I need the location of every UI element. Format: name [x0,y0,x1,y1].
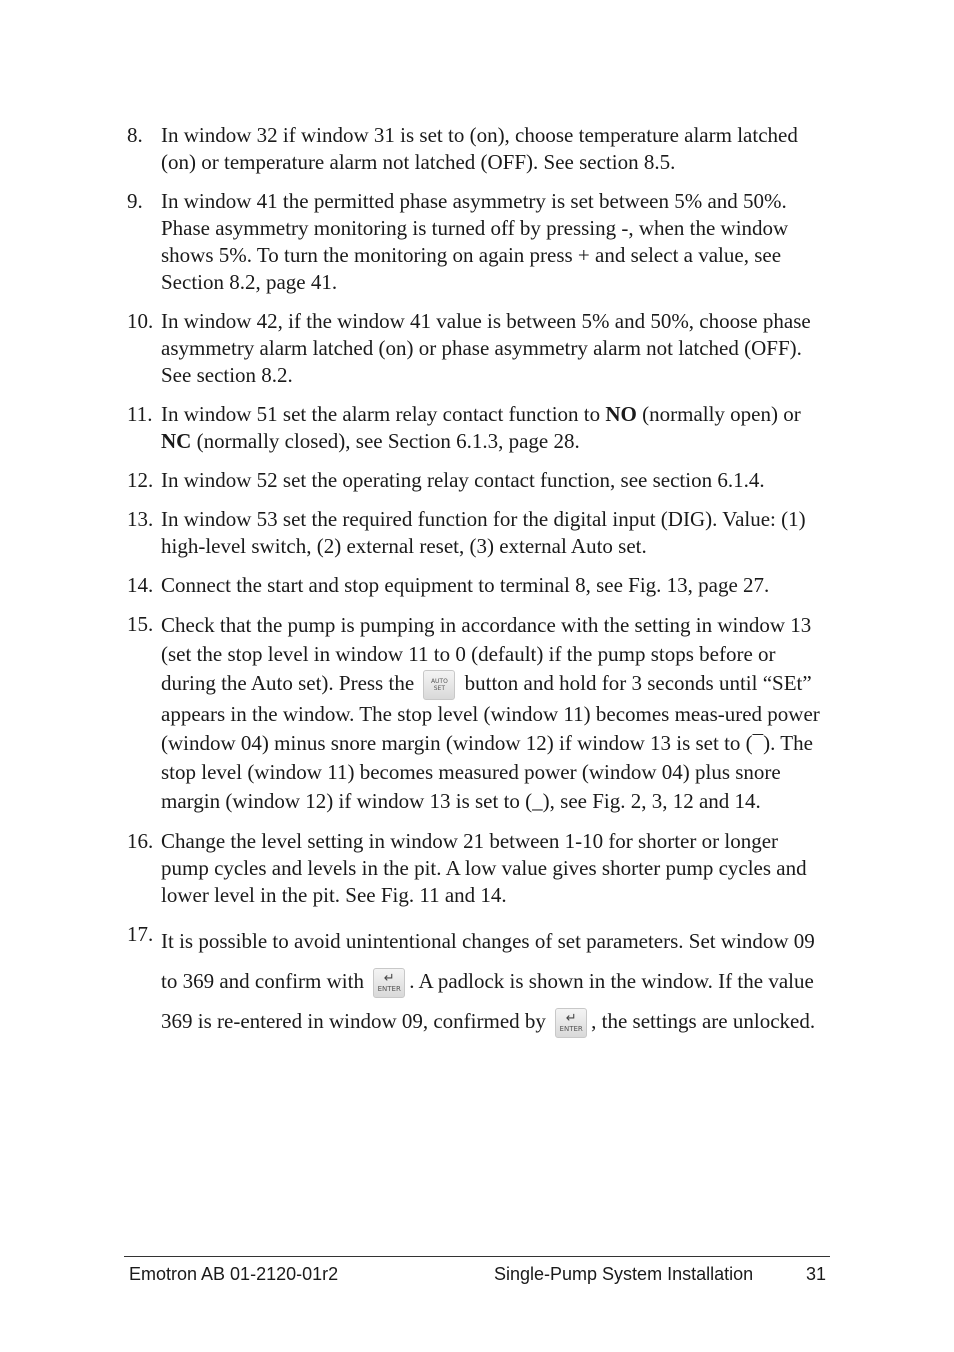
list-item [127,828,827,909]
list-item [127,401,827,455]
item-number: 16. [127,829,154,854]
text-run: (normally open) or [636,402,801,426]
text-run: , the settings are unlocked. [591,1009,816,1034]
list-item [127,572,827,599]
footer-document-id: Emotron AB 01-2120-01r2 [129,1264,339,1284]
auto-set-button-icon [423,670,455,700]
item-number: 10. [127,309,154,333]
nc-bold: NC [161,429,192,453]
auto-set-label-top: AUTO [430,678,448,686]
text-run: Check that the pump is pumping in accordance with the setting in window 13 (set the stop level in window 11 to 0 (default) if the pump stops before or during the Auto set). Press the [161,613,812,695]
item-number: 17. [127,922,154,947]
instruction-list [127,122,827,1053]
item-text: In window 42, if the window 41 value is between 5% and 50%, choose phase asymmetry alarm latched (on) or phase asymmetry alarm not latched (OFF). See section 8.2. [161,309,811,387]
item-text: In window 32 if window 31 is set to (on), choose temperature alarm latched (on) or temperature alarm not latched (OFF). See section 8.5. [161,123,798,174]
list-item [127,611,827,816]
enter-button-icon [373,968,405,998]
item-text [161,611,827,816]
list-item [127,122,827,176]
item-text: In window 41 the permitted phase asymmetry is set between 5% and 50%. Phase asymmetry monitoring is turned off by pressing -, when the window shows 5%. To turn the monitoring on again press + and select a value, see Section 8.2, page 41. [161,189,789,294]
item-number: 8. [127,123,143,147]
list-item [127,308,827,389]
list-item [127,188,827,296]
text-run: button and hold for 3 seconds until “SEt” appears in the window. The stop level (window 11) becomes meas-ured power (window 04) minus snore margin (window 12) if window 13 is set to (¯). The stop level (window 11) becomes measured power (window 04) plus snore margin (window 12) if window 13 is set to (_), see Fig. 2, 3, 12 and 14. [161,671,820,814]
enter-button-icon [555,1008,587,1038]
enter-label: ENTER [377,985,401,994]
auto-set-label-bottom: SET [433,685,446,693]
item-text: Change the level setting in window 21 between 1-10 for shorter or longer pump cycles and levels in the pit. A low value gives shorter pump cycles and lower level in the pit. See Fig. 11 and 14. [161,829,807,908]
no-bold: NO [605,402,637,426]
text-run: In window 51 set the alarm relay contact function to [161,402,606,426]
enter-arrow-icon: ↵ [565,1011,577,1027]
item-number: 9. [127,189,143,213]
item-text: In window 52 set the operating relay contact function, see section 6.1.4. [161,468,765,492]
footer-section-title: Single-Pump System Installation [494,1264,754,1284]
enter-label: ENTER [559,1025,583,1034]
enter-arrow-icon: ↵ [383,971,395,987]
item-number: 11. [127,402,153,426]
item-number: 12. [127,468,154,492]
item-number: 13. [127,507,154,531]
footer-divider [124,1256,830,1257]
item-text [161,921,827,1041]
list-item [127,467,827,494]
text-run: . A padlock is shown in the window. If the value 369 is re-entered in window 09, confirmed by [161,969,814,1034]
item-text: In window 53 set the required function for the digital input (DIG). Value: (1) high-level switch, (2) external reset, (3) external Auto set. [161,507,806,558]
item-number: 15. [127,612,154,636]
page-number: 31 [806,1264,827,1284]
text-run: It is possible to avoid unintentional changes of set parameters. Set window 09 to 369 and confirm with [161,929,815,994]
list-item [127,506,827,560]
list-item [127,921,827,1041]
item-text [161,401,827,455]
item-text: Connect the start and stop equipment to terminal 8, see Fig. 13, page 27. [161,573,770,597]
item-number: 14. [127,573,154,597]
text-run: (normally closed), see Section 6.1.3, page 28. [191,429,580,453]
